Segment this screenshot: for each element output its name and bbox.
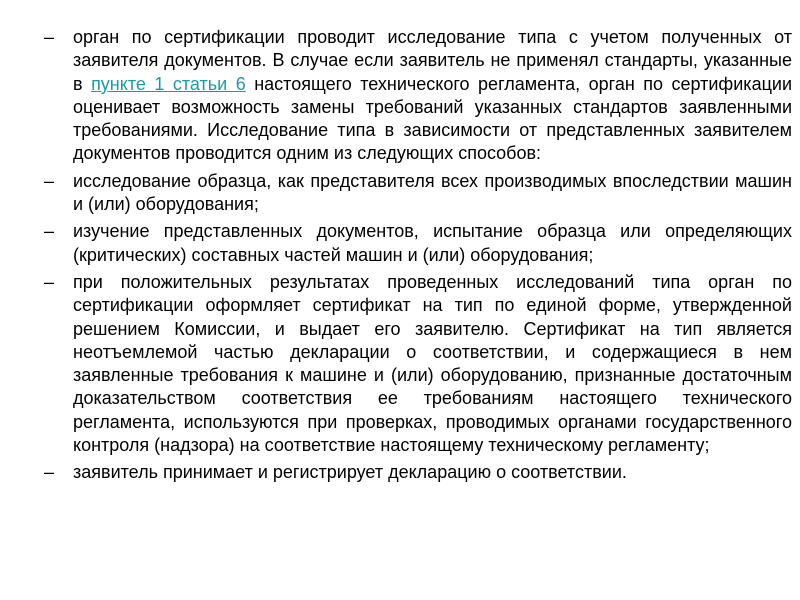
list-item-text: заявитель принимает и регистрирует декларацию о соответствии. — [73, 462, 627, 483]
list-item-sample-study — [44, 170, 792, 217]
reference-link-article-6[interactable]: пункте 1 статьи 6 — [91, 73, 246, 94]
list-dash: – — [44, 27, 55, 47]
list-dash: – — [44, 221, 55, 242]
list-item-declaration-registration — [44, 461, 792, 484]
list-dash: – — [44, 170, 55, 191]
list-item-certification-body — [44, 26, 792, 166]
list-item-text: изучение представленных документов, испытание образца или определяющих (критических) составных частей машин и (или) оборудования; — [73, 221, 792, 265]
list-item-type-certificate — [44, 271, 792, 457]
text-part: орган по сертификации проводит исследование типа с учетом полученных от заявителя документов. В случае если заявитель не применял стандарты, указанные в — [73, 27, 792, 94]
list-item-text: исследование образца, как представителя всех производимых впоследствии машин и (или) оборудования; — [73, 170, 792, 215]
list-dash: – — [44, 462, 55, 483]
list-item-text — [73, 26, 792, 166]
text-part: настоящего технического регламента, орган по сертификации оценивает возможность замены требований указанных стандартов заявленными требованиями. Исследование типа в зависимости от представленных заявителем документов проводится одним из следующих способов: — [73, 73, 792, 164]
document-body — [44, 26, 792, 489]
list-dash: – — [44, 271, 55, 292]
list-item-document-study — [44, 220, 792, 267]
list-item-text: при положительных результатах проведенных исследований типа орган по сертификации оформляет сертификат на тип по единой форме, утвержденной решением Комиссии, и выдает его заявителю. Сертификат на тип является неотъемлемой частью декларации о соответствии, и содержащиеся в нем заявленные требования к машине и (или) оборудованию, признанные достаточным доказательством соответствия ее требованиям настоящего технического регламента, используются при проверках, проводимых органами государственного контроля (надзора) на соответствие настоящему техническому регламенту; — [73, 271, 792, 456]
